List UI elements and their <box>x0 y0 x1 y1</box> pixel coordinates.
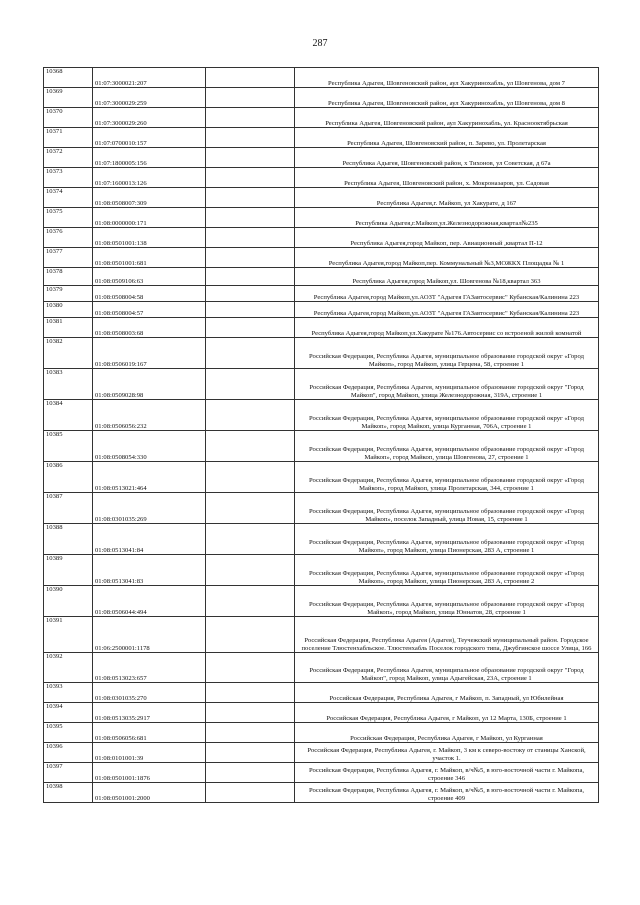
row-number: 10380 <box>44 302 93 318</box>
table-row <box>44 524 599 555</box>
address-cell: Республика Адыгея,город Майкоп,ул.АОЗТ "Адыгея ГАЗавтосервис" Кубанская/Калинина 223 <box>295 286 599 302</box>
cadastral-number: 01:08:0506056:681 <box>93 723 206 743</box>
row-number: 10375 <box>44 208 93 228</box>
table-row <box>44 88 599 108</box>
row-number: 10388 <box>44 524 93 555</box>
table-row <box>44 493 599 524</box>
row-number: 10386 <box>44 462 93 493</box>
address-cell: Республика Адыгея,город Майкоп,ул.Хакурате №176.Автосервис со встроеной жилой комнатой <box>295 318 599 338</box>
row-number: 10395 <box>44 723 93 743</box>
empty-cell <box>206 653 295 683</box>
cadastral-number: 01:08:0508004:57 <box>93 302 206 318</box>
address-cell: Российская Федерация, Республика Адыгея, г. Майкоп, в/ч№5, в юго-восточной части г. Майкопа, строение 346 <box>295 763 599 783</box>
address-cell: Республика Адыгея, Шовгеновский район, аул Хакуринохабль, ул Шовгенова, дом 8 <box>295 88 599 108</box>
row-number: 10392 <box>44 653 93 683</box>
address-cell: Республика Адыгея,город Майкоп,ул. Шовгенова №18,квартал 363 <box>295 268 599 286</box>
row-number: 10393 <box>44 683 93 703</box>
address-cell: Российская Федерация, Республика Адыгея, г Майкоп, ул Курганная <box>295 723 599 743</box>
row-number: 10382 <box>44 338 93 369</box>
empty-cell <box>206 369 295 400</box>
address-cell: Российская Федерация, Республика Адыгея, муниципальное образование городской округ «Город Майкоп», город Майкоп, улица Пионерская, 283 А, строение 2 <box>295 555 599 586</box>
row-number: 10371 <box>44 128 93 148</box>
cadastral-number: 01:06:2500001:1178 <box>93 617 206 653</box>
table-row <box>44 188 599 208</box>
empty-cell <box>206 286 295 302</box>
table-row <box>44 683 599 703</box>
cadastral-number: 01:07:3000029:260 <box>93 108 206 128</box>
empty-cell <box>206 268 295 286</box>
empty-cell <box>206 208 295 228</box>
address-cell: Республика Адыгея,г. Майкоп, ул Хакурате, д 167 <box>295 188 599 208</box>
empty-cell <box>206 586 295 617</box>
empty-cell <box>206 338 295 369</box>
row-number: 10370 <box>44 108 93 128</box>
address-cell: Российская Федерация, Республика Адыгея, муниципальное образование городской округ «Город Майкоп», город Майкоп, улица Пролетарская, 344, строение 1 <box>295 462 599 493</box>
row-number: 10396 <box>44 743 93 763</box>
table-row <box>44 431 599 462</box>
table-row <box>44 586 599 617</box>
cadastral-number: 01:08:0506056:232 <box>93 400 206 431</box>
table-row <box>44 208 599 228</box>
cadastral-number: 01:08:0513021:464 <box>93 462 206 493</box>
empty-cell <box>206 318 295 338</box>
empty-cell <box>206 524 295 555</box>
cadastral-number: 01:08:0506044:494 <box>93 586 206 617</box>
cadastral-number: 01:08:0513023:657 <box>93 653 206 683</box>
row-number: 10389 <box>44 555 93 586</box>
cadastral-number: 01:08:0501001:681 <box>93 248 206 268</box>
cadastral-number: 01:08:0501001:138 <box>93 228 206 248</box>
table-row <box>44 228 599 248</box>
cadastral-number: 01:07:3000029:259 <box>93 88 206 108</box>
table-row <box>44 653 599 683</box>
table-row <box>44 462 599 493</box>
empty-cell <box>206 703 295 723</box>
cadastral-number: 01:07:0700010:157 <box>93 128 206 148</box>
table-row <box>44 68 599 88</box>
row-number: 10372 <box>44 148 93 168</box>
table-row <box>44 703 599 723</box>
table-row <box>44 763 599 783</box>
row-number: 10387 <box>44 493 93 524</box>
table-row <box>44 248 599 268</box>
cadastral-number: 01:08:0000000:171 <box>93 208 206 228</box>
address-cell: Российская Федерация, Республика Адыгея, муниципальное образование городской округ «Город Майкоп», город Майкоп, улица Курганная, 706А, строение 1 <box>295 400 599 431</box>
empty-cell <box>206 743 295 763</box>
address-cell: Российская Федерация, Республика Адыгея, г Майкоп, п. Западный, ул Юбилейная <box>295 683 599 703</box>
table-row <box>44 369 599 400</box>
row-number: 10385 <box>44 431 93 462</box>
table-row <box>44 286 599 302</box>
address-cell: Российская Федерация, Республика Адыгея, муниципальное образование городской округ "Город Майкоп", город Майкоп, улица Железнодорожная, 319А, строение 1 <box>295 369 599 400</box>
address-cell: Российская Федерация, Республика Адыгея, г Майкоп, ул 12 Марта, 130Б, строение 1 <box>295 703 599 723</box>
cadastral-number: 01:08:0509106:63 <box>93 268 206 286</box>
empty-cell <box>206 128 295 148</box>
cadastral-number: 01:08:0508007:309 <box>93 188 206 208</box>
empty-cell <box>206 302 295 318</box>
table-row <box>44 318 599 338</box>
address-cell: Республика Адыгея, Шовгеновский район, аул Хакуринохабль, ул Шовгенова, дом 7 <box>295 68 599 88</box>
cadastral-number: 01:08:0301035:270 <box>93 683 206 703</box>
address-cell: Республика Адыгея,г.Майкоп,ул.Железнодорожная,квартал№235 <box>295 208 599 228</box>
table-row <box>44 555 599 586</box>
empty-cell <box>206 723 295 743</box>
cadastral-number: 01:08:0508054:330 <box>93 431 206 462</box>
cadastral-number: 01:08:0101001:39 <box>93 743 206 763</box>
row-number: 10369 <box>44 88 93 108</box>
address-cell: Российская Федерация, Республика Адыгея, муниципальное образование городской округ «Город Майкоп», город Майкоп, улица Юннатов, 28, строение 1 <box>295 586 599 617</box>
empty-cell <box>206 228 295 248</box>
row-number: 10390 <box>44 586 93 617</box>
empty-cell <box>206 108 295 128</box>
cadastral-number: 01:08:0501001:1876 <box>93 763 206 783</box>
cadastral-number: 01:08:0506019:167 <box>93 338 206 369</box>
row-number: 10397 <box>44 763 93 783</box>
row-number: 10379 <box>44 286 93 302</box>
cadastral-number: 01:08:0513041:83 <box>93 555 206 586</box>
address-cell: Российская Федерация, Республика Адыгея, муниципальное образование городской округ «Город Майкоп», город Майкоп, улица Шовгенова, 27, строение 1 <box>295 431 599 462</box>
empty-cell <box>206 555 295 586</box>
table-row <box>44 338 599 369</box>
table-row <box>44 128 599 148</box>
empty-cell <box>206 148 295 168</box>
empty-cell <box>206 617 295 653</box>
address-cell: Российская Федерация, Республика Адыгея, муниципальное образование городской округ «Город Майкоп», город Майкоп, улица Герцена, 58, строение 1 <box>295 338 599 369</box>
table-row <box>44 168 599 188</box>
empty-cell <box>206 188 295 208</box>
empty-cell <box>206 683 295 703</box>
address-cell: Российская Федерация, Республика Адыгея, муниципальное образование городской округ "Город Майкоп", город Майкоп, улица Адыгейская, 23А, строение 1 <box>295 653 599 683</box>
empty-cell <box>206 431 295 462</box>
table-row <box>44 268 599 286</box>
cadastral-number: 01:08:0513035:2917 <box>93 703 206 723</box>
address-cell: Республика Адыгея, Шовгеновский район, х. Мокронаэаров, ул. Садовая <box>295 168 599 188</box>
page-number: 287 <box>312 38 328 49</box>
address-cell: Республика Адыгея,город Майкоп, пер. Авиационный ,квартал П-12 <box>295 228 599 248</box>
address-cell: Республика Адыгея,город Майкоп,пер. Коммунальный №3,МОЖКХ Площадка № 1 <box>295 248 599 268</box>
address-cell: Российская Федерация, Республика Адыгея, г. Майкоп, в/ч№5, в юго-восточной части г. Майкопа, строение 409 <box>295 783 599 803</box>
empty-cell <box>206 88 295 108</box>
row-number: 10373 <box>44 168 93 188</box>
address-cell: Республика Адыгея, Шовгеновский район, п. Зарево, ул. Пролетарская <box>295 128 599 148</box>
row-number: 10368 <box>44 68 93 88</box>
cadastral-number: 01:08:0508003:68 <box>93 318 206 338</box>
row-number: 10394 <box>44 703 93 723</box>
address-cell: Российская Федерация, Республика Адыгея, г. Майкоп, 3 км к северо-востоку от станицы Ханской, участок 1. <box>295 743 599 763</box>
row-number: 10383 <box>44 369 93 400</box>
empty-cell <box>206 763 295 783</box>
row-number: 10374 <box>44 188 93 208</box>
cadastral-number: 01:08:0509028:98 <box>93 369 206 400</box>
cadastral-number: 01:07:1600013:126 <box>93 168 206 188</box>
table-row <box>44 302 599 318</box>
row-number: 10391 <box>44 617 93 653</box>
address-cell: Республика Адыгея, Шовгеновский район, х Тихонов, ул Советская, д 67а <box>295 148 599 168</box>
cadastral-number: 01:08:0513041:84 <box>93 524 206 555</box>
row-number: 10398 <box>44 783 93 803</box>
empty-cell <box>206 68 295 88</box>
cadastral-number: 01:08:0508004:58 <box>93 286 206 302</box>
row-number: 10376 <box>44 228 93 248</box>
address-cell: Российская Федерация, Республика Адыгея, муниципальное образование городской округ «Город Майкоп», поселок Западный, улица Новая, 15, строение 1 <box>295 493 599 524</box>
table-row <box>44 723 599 743</box>
row-number: 10381 <box>44 318 93 338</box>
table-row <box>44 783 599 803</box>
empty-cell <box>206 248 295 268</box>
table-row <box>44 108 599 128</box>
address-cell: Российская Федерация, Республика Адыгея, муниципальное образование городской округ «Город Майкоп», город Майкоп, улица Пионерская, 283 А, строение 1 <box>295 524 599 555</box>
address-cell: Российская Федерация, Республика Адыгея (Адыгея), Теучежский муниципальный район. Городское поселение Тлюстенхабльское. Тлюстенхабль Поселок городского типа, Джубгинское шоссе Улица, 166 <box>295 617 599 653</box>
row-number: 10378 <box>44 268 93 286</box>
row-number: 10377 <box>44 248 93 268</box>
row-number: 10384 <box>44 400 93 431</box>
cadastral-number: 01:07:3000021:207 <box>93 68 206 88</box>
empty-cell <box>206 783 295 803</box>
address-cell: Республика Адыгея,город Майкоп,ул.АОЗТ "Адыгея ГАЗавтосервис" Кубанская/Калинина 223 <box>295 302 599 318</box>
cadastral-number: 01:08:0501001:2000 <box>93 783 206 803</box>
empty-cell <box>206 493 295 524</box>
table-row <box>44 617 599 653</box>
empty-cell <box>206 462 295 493</box>
address-cell: Республика Адыгея, Шовгеновский район, аул Хакуринохабль, ул. Краснооктябрьская <box>295 108 599 128</box>
empty-cell <box>206 168 295 188</box>
table-row <box>44 400 599 431</box>
table-row <box>44 743 599 763</box>
cadastral-number: 01:08:0301035:269 <box>93 493 206 524</box>
cadastral-number: 01:07:1800005:156 <box>93 148 206 168</box>
empty-cell <box>206 400 295 431</box>
table-row <box>44 148 599 168</box>
registry-table <box>43 67 599 803</box>
table-body <box>44 68 599 803</box>
